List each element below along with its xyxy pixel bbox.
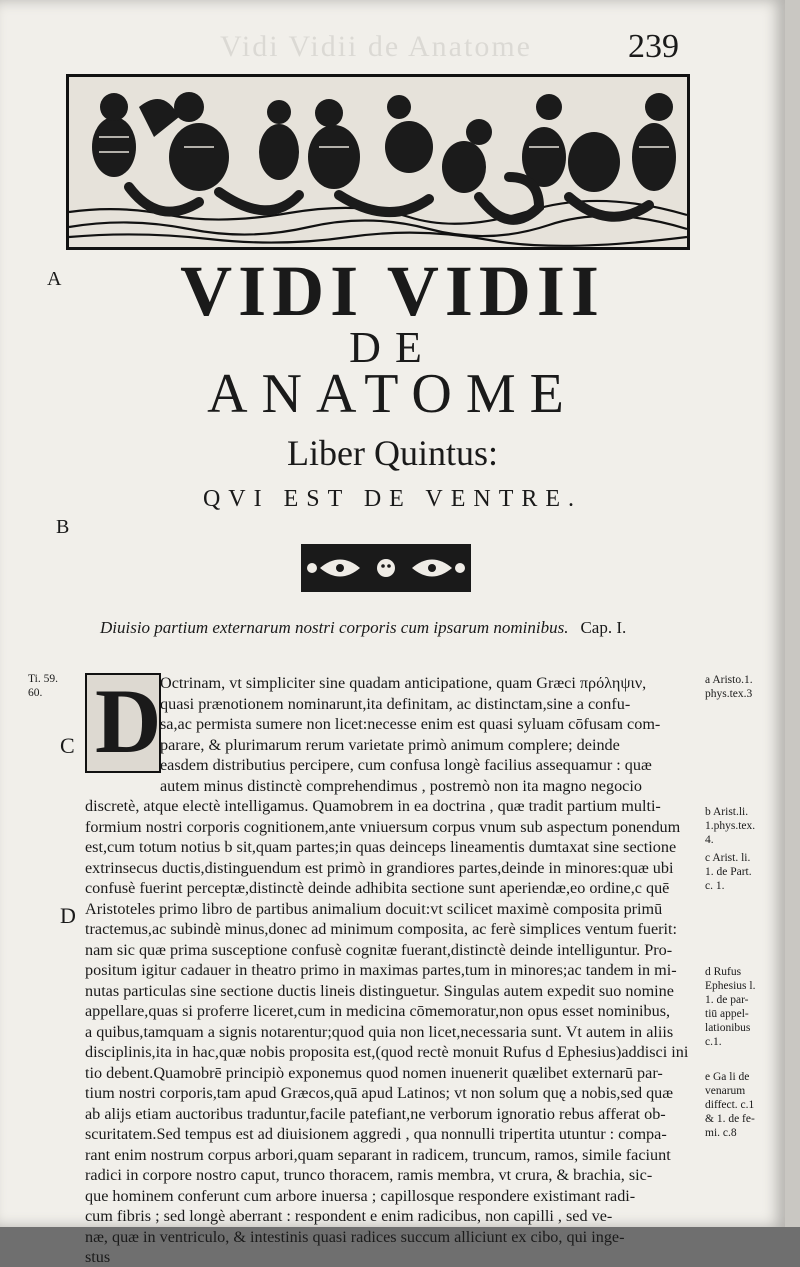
body-line: nam sic quæ prima susceptione confusè cognitæ fuerant,distinctè deinde intelliguntur. Pro- [85, 940, 673, 959]
body-line: tium nostri corporis,tam apud Græcos,quā apud Latinos; vt non solum quę a nobis,sed quæ [85, 1084, 674, 1102]
title-line-4: Liber Quintus: [287, 433, 498, 473]
body-line: easdem distributius percipere, cum confusa longè facilius assequamur : quæ [160, 756, 652, 774]
body-line: disciplinis,ita in hac,quæ nobis proposita est,(quod rectè monuit Rufus d Ephesius)addisci ini [85, 1043, 689, 1061]
body-line: rant enim nostrum corpus arbori,quam separant in radicem, truncum, ramos, simile faciunt [85, 1145, 671, 1164]
title-line-5: QVI EST DE VENTRE. [202, 486, 583, 512]
body-line: quasi prænotionem nominarunt,ita definitam, ac distinctam,sine a confu- [160, 694, 631, 713]
body-line: extrinsecus ductis,distinguendum est primò in grandiores partes,deinde in minores:quæ ubi [85, 858, 674, 877]
left-margin-ref: Ti. 59. 60. [28, 673, 58, 699]
body-line: stus [85, 1248, 111, 1266]
body-line: autem minus distinctè comprehendimus , postremò non ita magno negocio [160, 776, 642, 795]
page-edge [785, 0, 800, 1227]
title-line-1: VIDI VIDII [180, 251, 605, 331]
body-line: formium nostri corporis cognitionem,ante vniuersum corpus vnum sub aspectum ponendum [85, 817, 681, 836]
body-line: appellare,quas si proferre liceret,cum in medicina cōmemoratur,non opus esset nominibus, [85, 1002, 671, 1020]
margin-note-d: d Rufus Ephesius l. 1. de par- tiū appel- lationibus c.1. [705, 966, 756, 1048]
body-line: cum fibris ; sed longè aberrant : respondent e enim radicibus, non capilli , sed ve- [85, 1207, 613, 1225]
woodcut-frieze [66, 74, 690, 250]
body-line: positum igitur cadauer in theatro primo in maximas partes,tum in minores;ac tandem in mi- [85, 961, 677, 979]
body-line: tio debent.Quamobrē principiò exponemus quod nomen inuenerit quælibet externarū par- [85, 1063, 663, 1082]
margin-note-e: e Ga li de venarum diffect. c.1 & 1. de fe- mi. c.8 [705, 1071, 755, 1139]
side-letter-b: B [56, 516, 70, 538]
body-line: sa,ac permista sumere non licet:necesse enim est quasi syluam cōfusam com- [160, 715, 661, 733]
side-letter-a: A [47, 268, 62, 290]
body-line: confusè fuerint perceptæ,distinctè deinde adhibita sectione sunt aperiendæ,eo ordine,c quē [85, 879, 670, 897]
body-line: næ, quæ in ventriculo, & intestinis quasi radices succum alliciunt ex cibo, qui inge- [85, 1227, 625, 1246]
drop-cap: D [85, 673, 161, 773]
body-line: que hominem conferunt cum arbore inuersa ; capillosque respondere existimant radi- [85, 1186, 636, 1205]
body-line: ab alijs etiam auctoribus traduntur,facile patefiant,ne verborum ignoratio rebus afferat ob- [85, 1104, 666, 1123]
ornament-headpiece [300, 543, 472, 593]
body-line: a quibus,tamquam a signis notarentur;quod quia non licet,necessaria sunt. Vt autem in aliis [85, 1022, 674, 1041]
side-letter-d: D [60, 903, 76, 928]
chapter-heading-text: Diuisio partium externarum nostri corporis cum ipsarum nominibus. [100, 618, 569, 637]
body-line: parare, & plurimarum rerum varietate primò animum complere; deinde [160, 735, 620, 754]
body-line: discretè, atque electè intelligamus. Quamobrem in ea doctrina , quæ tradit partium multi- [85, 797, 661, 815]
body-line: Octrinam, vt simpliciter sine quadam anticipatione, quam Græci πρόληψιν, [160, 674, 647, 692]
title-line-2: DE [349, 323, 436, 372]
title-line-3: ANATOME [207, 363, 578, 425]
body-line: Aristoteles primo libro de partibus animalium docuit:vt scilicet maximè composita primū [85, 899, 663, 918]
margin-note-b: b Arist.li. 1.phys.tex. 4. [705, 806, 756, 846]
body-line: est,cum totum notius b sit,quam partes;in quas deinceps lineamentis dumtaxat sine sectione [85, 838, 677, 856]
page-number: 239 [628, 28, 679, 65]
margin-note-c: c Arist. li. 1. de Part. c. 1. [705, 852, 752, 892]
body-line: tractemus,ac subindè minus,donec ad minimum composita, ac ferè simplices ventum fuerit: [85, 920, 678, 938]
body-line: scuritatem.Sed tempus est ad diuisionem aggredi , qua nonnulli tripertita utuntur : compa- [85, 1125, 667, 1143]
running-header-ghost: Vidi Vidii de Anatome [220, 30, 532, 63]
chapter-heading [100, 618, 626, 638]
body-line: nutas particulas sine sectione ductis lineis distinguetur. Singulas autem expedit suo nomine [85, 981, 674, 1000]
side-letter-c: C [60, 733, 75, 758]
margin-note-a: a Aristo.1. phys.tex.3 [705, 674, 753, 700]
chapter-number: Cap. I. [580, 618, 627, 637]
body-line: radici in corpore nostro caput, trunco thoracem, ramis membra, vt crura, & brachia, sic- [85, 1166, 653, 1184]
